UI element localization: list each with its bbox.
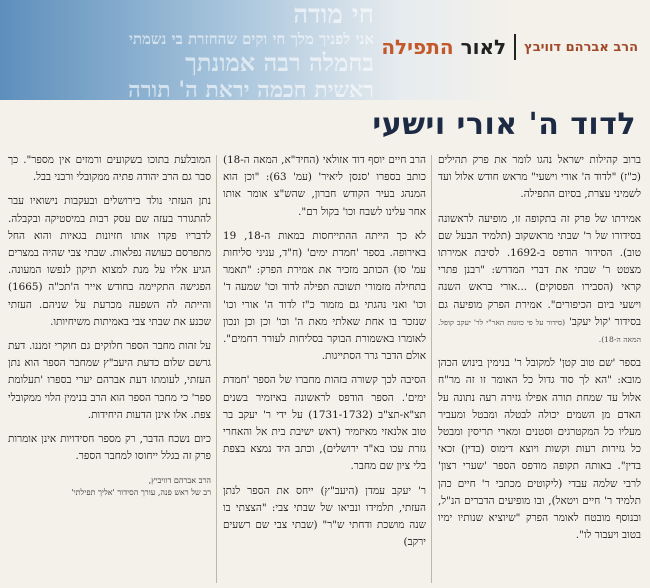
author-signature [8, 475, 211, 499]
header-banner [0, 0, 650, 100]
paragraph: בספר 'שם טוב קטן' למקובל ר' בנימין בינוש הכהן מובא: "הא לך סוד גדול כל האומר זו זה מר"ח אלול עד שמחת תורה אפילו גזירה רעה נתונה על האדם מן השמים יכולה לבטלה ומבטל ומעביר מעליו כל המקטרגים וסטנים ומארי תריסין ומבטל כל גזירות רעות וקשות ויוצא דימוס (בדין) זכאי בדין". באותה תקופה מודפס הספר 'שערי רצון' לרבי שלמה עבדי (ליקוטים מכתבי ר' חיים כהן תלמיד ר' חיים ויטאל), ובו מופיעים הדברים הנ"ל, ובנוסף מובטח לאומר הפרק "שיוציא שנותיו ימיו בטוב ויעבור לו". [438, 357, 641, 542]
paragraph: המובלעת בתוכו בשקועים ורמזים אין מספר". כך סבר גם הרב יהודה פתיה ממקובלי ורבני בבל. [8, 154, 211, 184]
background-word: אני לפניך מלך חי וקים שהחזרת בי נשמתי [128, 30, 374, 48]
source-note: (סידור על פי כוונות האר"י לר' יעקב קופל. המאה ה-18). [438, 317, 641, 345]
article-column-2 [223, 152, 426, 588]
paragraph: הרב חיים יוסף דוד אזולאי (החיד"א, המאה ה-18) כותב בספרו 'סנסן ליאיר' (עמ' 63): "וכן הוא המנהג בעיר הקודש חברון, שהש"צ אומר אותו אחר עלינו לשבח וכו' בקול רם". [223, 154, 426, 218]
article-title: לדוד ה' אורי וישעי [372, 107, 636, 142]
article-column-3 [8, 152, 211, 588]
section-header [381, 32, 638, 62]
section-title-part: לאור [453, 35, 507, 59]
paragraph: כיום נשכח הדבר, רק מספר חסידויות אינן אומרות פרק זה בגלל ייחוסו למחבר הספר. [8, 433, 211, 463]
paragraph-text: אמירתו של פרק זה בתקופה זו, מופיעה לראשונה בסידורו של ר' שבתי מראשקוב (תלמיד הבעל שם טוב). הסידור הודפס ב-1692. לסיבת אמירתו מצטט ר' שבתי את דברי המדרש: "רבנן פתרי קראי (הסבירו הפסוקים) ...אורי בראש השנה וישעי ביום הכיפורים". אמירת הפרק מופיעה גם בסידור 'קול יעקב' [438, 212, 641, 328]
paragraph: ר' יעקב עמדן (היעב"ץ) ייחס את הספר לנתן העזתי, תלמידו ונביאו של שבתי צבי: "הצצתי בו שנה מושכת ודחתי ש"ר" (שבתי צבי שם רשעים ירקב) [223, 484, 426, 549]
signature-line: הרב אברהם דוויביץ, [148, 476, 211, 486]
background-prayer-words [4, 0, 374, 100]
author-name: הרב אברהם דוויבץ [524, 39, 638, 55]
column-divider [431, 155, 432, 583]
section-title-accent: התפילה [381, 35, 454, 59]
signature-line: רב של ראש פנה, עורך הסידור 'אליך תפילתי' [71, 488, 211, 498]
article-column-1 [438, 152, 641, 588]
column-divider [216, 155, 217, 583]
paragraph: על זהות מחבר הספר חלוקים גם חוקרי זמננו. דעת גרשם שלום כדעת היעב"ץ שמחבר הספר הוא נתן העזתי, לעומתו דעת אברהם יערי בספרו 'תעלומת ספר' כי מחבר הספר הוא הרב בנימין הלוי ממקובלי צפת. אלו אינן הדעות היחידות. [8, 340, 211, 421]
paragraph: נתן העזתי נולד בירושלים ובעקבות נישואיו עבר להתגורר בעזה שם עסק רבות במיסטיקה ובקבלה. לדבריו פקדו אותו חזיונות בגאיות והוא החל מתפרסם כעושה נפלאות. שבתי צבי שהיה במצרים הגיע אליו על מנת למצוא תיקון לנפשו המעונה. הפגישה התקיימה בחודש אייר ה'תכ"ה (1665) והייתה לה השפעה מכרעת על שניהם. העזתי שכנע את שבתי צבי באמיתות משיחיותו. [8, 195, 211, 328]
paragraph: הסיבה לכך קשורה בזהות מחברו של הספר 'חמדת ימים'. הספר הודפס לראשונה באיזמיר בשנים תצ"א-תצ"ב (1731-1732) על ידי ר' יעקב בר טוב אלנאזי מאיזמיר (ראש ישיבת בית אל והאחרי גזרת עכו בא"ד ירושלים), וכתב היד נמצא בצפת בלי ציון שם מחבר. [223, 374, 426, 473]
paragraph: ברוב קהילות ישראל נהגו לומר את פרק תהילים (כ"ז) "לדוד ה' אורי וישעי" מראש חודש אלול ועד לשמיני עצרת, בסיום התפילה. [438, 154, 641, 201]
paragraph [438, 211, 641, 349]
section-title [381, 35, 506, 59]
background-word: ראשית חכמה יראת ה' תורה [128, 77, 374, 100]
header-divider [514, 34, 516, 60]
background-word: חי מודה [293, 0, 374, 30]
background-word: בחמלה רבה אמונתך [185, 48, 374, 77]
paragraph: לא כך הייתה ההתייחסות במאות ה-18, 19 באירופה. בספר 'חמדת ימים' (ח"ד, עניני סליחות עמ' סו) הכותב מזכיר את אמירת הפרק: "תאמר בתחילה מזמורי תשובה תפילה לדוד וכו' שמעה ד' וכו' ואני נהגתי גם מזמור כ"ז לדוד ה' אורי וכו' שנזכר בו אחת שאלתי מאת ה' וכו' וכן וכן ונכון לאומרו באשמורת הבוקר בסליחות לעורר רחמים". אולם הדבר גרר הסתייגות. [223, 229, 426, 363]
